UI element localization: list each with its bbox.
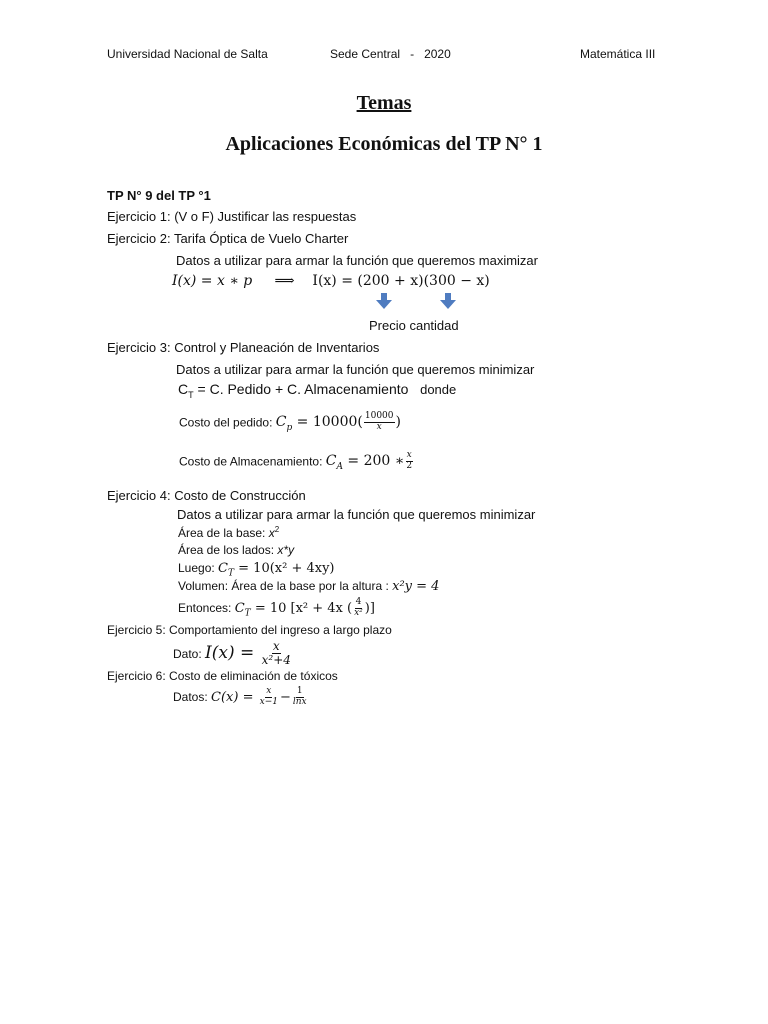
page-title-topics: Temas — [356, 92, 412, 114]
exercise-3-title: Ejercicio 3: Control y Planeación de Inventarios — [107, 340, 380, 355]
exercise-5-numerator: x — [272, 639, 280, 653]
exercise-3-total-formula — [178, 381, 456, 400]
sides-area-label: Área de los lados: — [178, 543, 275, 557]
storage-cost-equation: = 200 ∗ — [342, 453, 405, 470]
final-numerator: 4 — [355, 597, 362, 607]
header-campus-name: Sede Central — [330, 47, 401, 61]
final-label: Entonces: — [178, 600, 232, 615]
exercise-4-volume — [178, 579, 439, 594]
total-cost-symbol: C — [178, 381, 189, 397]
base-area-label: Área de la base: — [178, 526, 266, 540]
order-cost-label: Costo del pedido: — [179, 415, 273, 430]
volume-label: Volumen: Área de la base por la altura : — [178, 579, 389, 593]
arrow-down-icon — [440, 293, 456, 309]
exercise-6-numerator-1: x — [266, 686, 272, 696]
then-label: Luego: — [178, 561, 215, 575]
exercise-5-lhs: I(x) = — [205, 643, 255, 664]
exercise-4-base — [178, 525, 279, 540]
order-cost-symbol: C — [275, 414, 287, 431]
exercise-6-data — [173, 687, 309, 708]
exercise-2-title: Ejercicio 2: Tarifa Óptica de Vuelo Charter — [107, 231, 349, 246]
exercise-2-intro: Datos a utilizar para armar la función que queremos maximizar — [176, 253, 538, 268]
exercise-3-order-cost: Costo del pedido: $C_p = 10000$( $\frac{10000}{x}$ ) — [179, 411, 401, 434]
exercise-6-denominator-1: x−1 — [259, 696, 278, 707]
storage-cost-label: Costo de Almacenamiento: — [179, 454, 323, 469]
storage-cost-numerator: x — [406, 450, 412, 460]
final-symbol: C — [234, 600, 245, 616]
final-close: )] — [364, 600, 375, 616]
final-denominator: x² — [354, 607, 363, 618]
exercise-4-title: Ejercicio 4: Costo de Construcción — [107, 488, 306, 503]
base-area-formula: x — [268, 526, 275, 540]
header-separator: - — [410, 47, 415, 61]
implies-symbol: ⟹ — [274, 273, 295, 289]
page-title-main: Aplicaciones Económicas del TP N° 1 — [225, 133, 543, 155]
exercise-5-denominator: x²+4 — [261, 653, 291, 668]
header-university: Universidad Nacional de Salta — [107, 47, 268, 61]
then-equation: = 10(x² + 4xy) — [234, 561, 335, 576]
final-equation: = 10 [x² + 4x ( — [250, 600, 353, 616]
total-cost-rest: = C. Pedido + C. Almacenamiento — [193, 381, 409, 397]
header-course: Matemática III — [580, 47, 656, 61]
volume-formula: x²y = 4 — [392, 579, 440, 594]
exercise-3-intro: Datos a utilizar para armar la función que queremos minimizar — [176, 362, 535, 377]
final-subscript: T — [244, 608, 251, 619]
exercise-1-title: Ejercicio 1: (V o F) Justificar las respuestas — [107, 209, 357, 224]
exercise-6-minus: − — [279, 689, 291, 705]
order-cost-subscript: p — [286, 423, 293, 434]
total-cost-tail: donde — [420, 382, 457, 397]
arrow-down-icon — [376, 293, 392, 309]
exercise-2-formula-a: I(x) = x ∗ p — [172, 273, 253, 289]
exercise-6-lhs: C(x) = — [211, 689, 254, 705]
total-cost-subscript: T — [188, 389, 194, 400]
exercise-5-data-label: Dato: — [173, 647, 202, 662]
exercise-5-title: Ejercicio 5: Comportamiento del ingreso a largo plazo — [107, 623, 392, 637]
exercise-2-formula — [172, 273, 490, 289]
storage-cost-denominator: 2 — [406, 460, 413, 471]
exercise-4-intro: Datos a utilizar para armar la función que queremos minimizar — [177, 507, 536, 522]
storage-cost-symbol: C — [325, 453, 337, 470]
order-cost-denominator: x — [376, 421, 382, 432]
order-cost-equation: = 10000 — [292, 414, 358, 431]
header-campus — [330, 47, 451, 61]
exercise-5-data — [173, 640, 293, 667]
exercise-2-caption: Precio cantidad — [369, 318, 459, 333]
exercise-2-formula-b: I(x) = (200 + x)(300 − x) — [312, 273, 490, 289]
exercise-4-sides — [178, 543, 294, 557]
sides-area-formula: x*y — [277, 543, 295, 557]
exercise-6-numerator-2: 1 — [296, 686, 303, 696]
header-year: 2020 — [424, 47, 451, 61]
base-area-exponent: 2 — [274, 525, 280, 534]
exercise-6-denominator-2: lnx — [292, 696, 307, 707]
exercise-3-storage-cost — [179, 451, 414, 472]
then-symbol: C — [218, 561, 228, 576]
exercise-4-then — [178, 561, 335, 579]
exercise-4-final — [178, 598, 375, 619]
exercise-6-title: Ejercicio 6: Costo de eliminación de tóxicos — [107, 669, 338, 683]
section-heading: TP N° 9 del TP °1 — [107, 188, 211, 203]
order-cost-numerator: 10000 — [364, 411, 394, 421]
then-subscript: T — [228, 568, 235, 579]
storage-cost-subscript: A — [336, 462, 343, 473]
exercise-6-data-label: Datos: — [173, 689, 208, 704]
